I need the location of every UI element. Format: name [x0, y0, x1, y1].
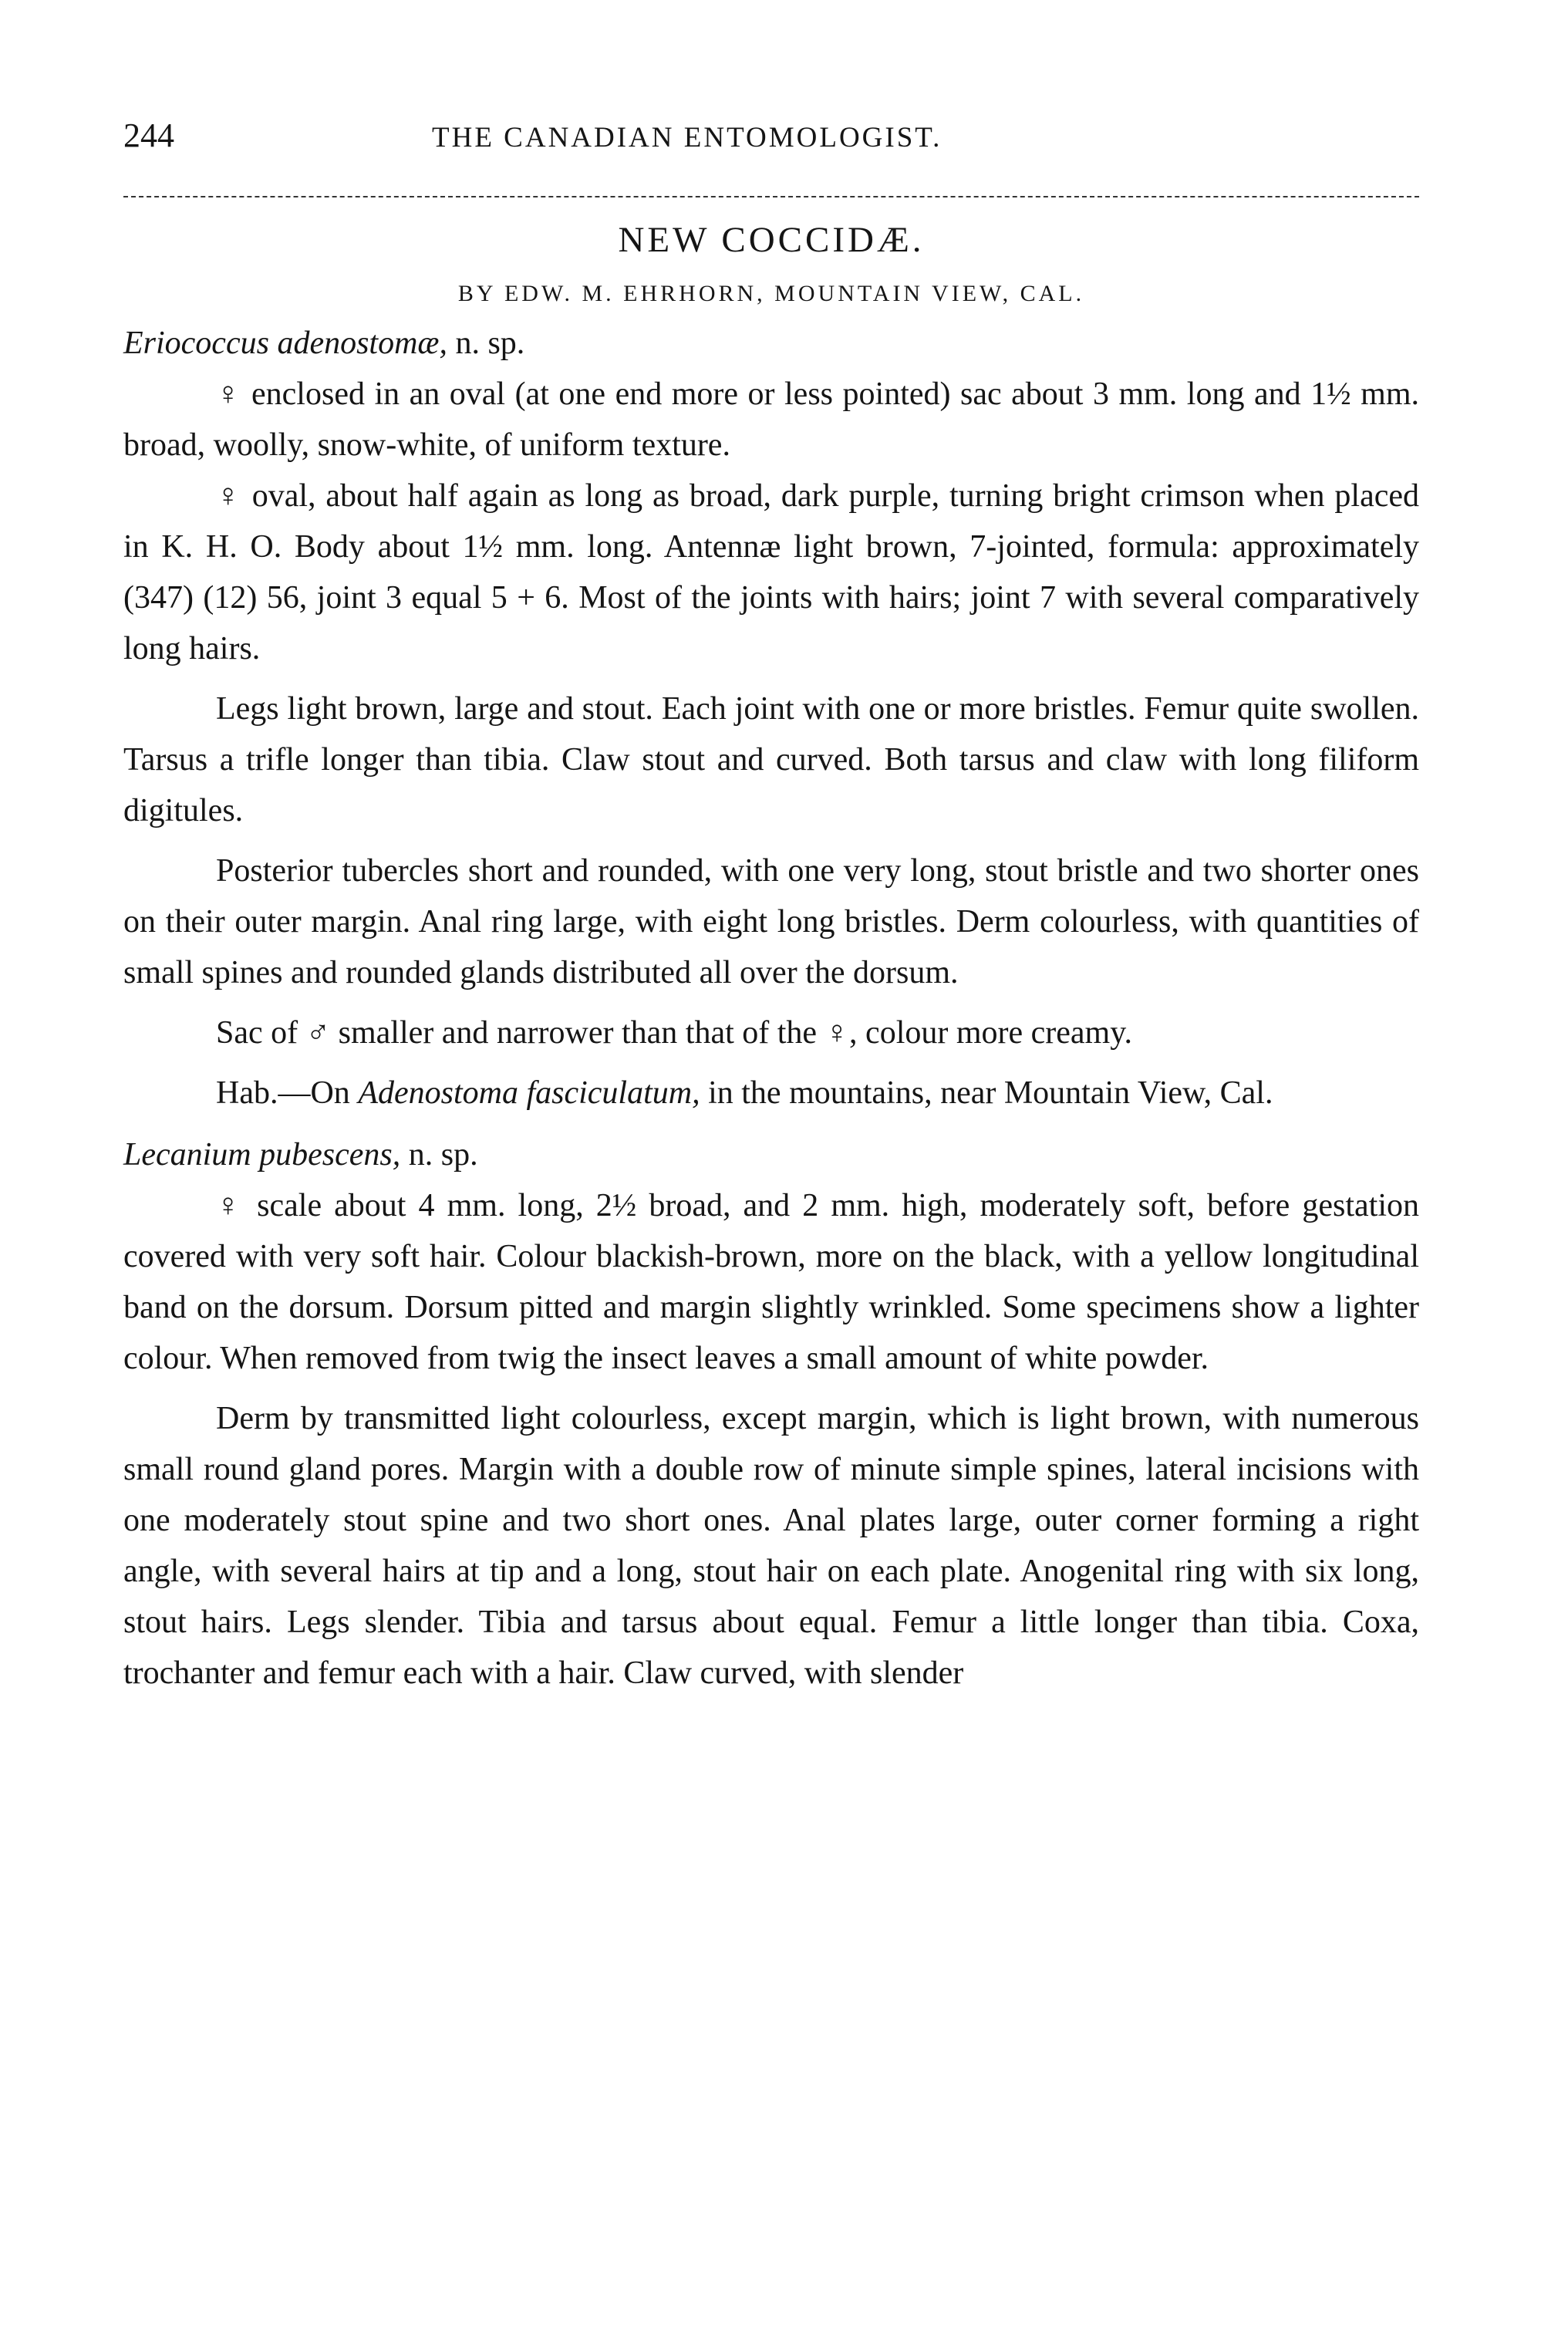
paragraph: Posterior tubercles short and rounded, with one very long, stout bristle and two shorter ones on their outer margin. Anal ring large, with eight long bristles. Derm colourless, with quantities of small spines and rounded glands distributed all over the dorsum. [123, 853, 1419, 990]
article-title: NEW COCCIDÆ. [618, 220, 925, 260]
species-suffix: n. sp. [400, 1137, 478, 1173]
species-suffix: n. sp. [447, 326, 525, 361]
paragraph: Legs light brown, large and stout. Each joint with one or more bristles. Femur quite swollen. Tarsus a trifle longer than tibia. Claw stout and curved. Both tarsus and claw with long filiform digitules. [123, 691, 1419, 828]
paragraph: Derm by transmitted light colourless, except margin, which is light brown, with numerous small round gland pores. Margin with a double row of minute simple spines, lateral incisions with one moderately stout spine and two short ones. Anal plates large, outer corner forming a right angle, with several hairs at tip and a long, stout hair on each plate. Anogenital ring with six long, stout hairs. Legs slender. Tibia and tarsus about equal. Femur a little longer than tibia. Coxa, trochanter and femur each with a hair. Claw curved, with slender [123, 1401, 1419, 1691]
habitat-prefix: Hab.—On [216, 1075, 359, 1111]
page-header [123, 116, 1419, 170]
habitat-plant: Adenostoma fasciculatum, [358, 1075, 700, 1111]
species-heading-eriococcus [123, 318, 1419, 369]
paragraph: Sac of ♂ smaller and narrower than that of the ♀, colour more creamy. [216, 1015, 1132, 1051]
article-byline: BY EDW. M. EHRHORN, MOUNTAIN VIEW, CAL. [457, 281, 1085, 306]
page [123, 116, 1419, 1699]
paragraph: ♀ oval, about half again as long as broad, dark purple, turning bright crimson when placed in K. H. O. Body about 1½ mm. long. Antennæ light brown, 7-jointed, formula: approximately (347) (12) 56, joint 3 equal 5 + 6. Most of the joints with hairs; joint 7 with several comparatively long hairs. [123, 478, 1419, 666]
species-name: Lecanium pubescens, [123, 1137, 401, 1173]
running-head: THE CANADIAN ENTOMOLOGIST. [432, 122, 942, 154]
habitat-suffix: in the mountains, near Mountain View, Cal. [700, 1075, 1273, 1111]
paragraph: ♀ enclosed in an oval (at one end more or less pointed) sac about 3 mm. long and 1½ mm. broad, woolly, snow-white, of uniform texture. [123, 376, 1419, 463]
species-heading-lecanium [123, 1129, 1419, 1180]
habitat-paragraph [123, 1068, 1419, 1119]
paragraph: ♀ scale about 4 mm. long, 2½ broad, and 2 mm. high, moderately soft, before gestation covered with very soft hair. Colour blackish-brown, more on the black, with a yellow longitudinal band on the dorsum. Dorsum pitted and margin slightly wrinkled. Some specimens show a lighter colour. When removed from twig the insect leaves a small amount of white powder. [123, 1188, 1419, 1376]
page-number: 244 [123, 116, 174, 154]
header-rule [123, 196, 1419, 197]
species-name: Eriococcus adenostomæ, [123, 326, 447, 361]
